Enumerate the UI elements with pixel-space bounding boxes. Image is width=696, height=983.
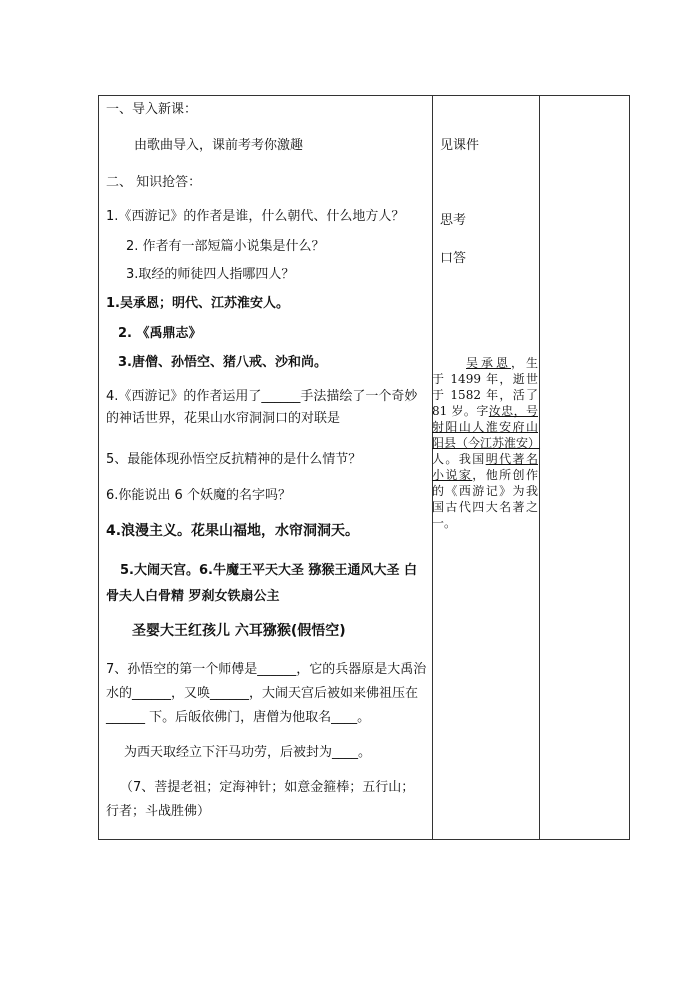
answer-paragraph: 5.大闹天宫。6.牛魔王平天大圣 猕猴王通风大圣 白骨夫人白骨精 罗刹女铁扇公主: [106, 563, 418, 604]
section-heading: 一、导入新课：: [106, 102, 198, 117]
author-note-text: 人。我国: [432, 452, 486, 466]
question-line: 2. 作者有一部短篇小说集是什么？: [126, 239, 325, 254]
author-note: [432, 355, 541, 531]
answer-paragraph: （7、菩提老祖；定海神针；如意金箍棒；五行山；行者；斗战胜佛）: [106, 780, 415, 819]
answer-line: 3.唐僧、孙悟空、猪八戒、沙和尚。: [118, 355, 327, 370]
method-note: 思考: [440, 213, 467, 228]
question-line: 为西天取经立下汗马功劳，后被封为____。: [124, 745, 372, 760]
answer-line: 4.浪漫主义。花果山福地，水帘洞洞天。: [106, 523, 360, 539]
question-line: 3.取经的师徒四人指哪四人？: [126, 267, 295, 282]
answer-line: 2. 《禹鼎志》: [118, 326, 202, 341]
answer-line: 1.吴承恩；明代、江苏淮安人。: [106, 296, 289, 311]
question-line: 1.《西游记》的作者是谁，什么朝代、什么地方人？: [106, 209, 405, 224]
author-note-text: 汝忠，号射阳山人淮安府山阳县（今江苏淮安）: [432, 404, 541, 450]
author-note-text: 明代著名小说家: [432, 452, 538, 482]
answer-line: 圣婴大王红孩儿 六耳猕猴(假悟空): [132, 623, 346, 639]
method-note: 见课件: [440, 138, 480, 153]
column-divider: [539, 96, 540, 839]
question-paragraph: 7、孙悟空的第一个师傅是______，它的兵器原是大禹治水的______，又唤______，大闹天宫后被如来佛祖压在______ 下。后皈依佛门，唐僧为他取名____。: [106, 662, 427, 725]
author-name: 吴承恩: [466, 356, 511, 370]
question-line: 6.你能说出 6 个妖魔的名字吗？: [106, 488, 291, 503]
method-note: 口答: [440, 251, 467, 266]
section-heading: 二、 知识抢答：: [106, 175, 202, 190]
text-line: 由歌曲导入，课前考考你激趣: [134, 138, 304, 153]
author-note-text: ，生于 1499 年，逝世于 1582 年，活了 81 岁。字: [432, 356, 538, 418]
question-line: 5、最能体现孙悟空反抗精神的是什么情节？: [106, 452, 362, 467]
author-note-text: ，他所创作的《西游记》为我国古代四大名著之一。: [432, 468, 538, 530]
question-paragraph: 4.《西游记》的作者运用了______手法描绘了一个奇妙的神话世界，花果山水帘洞洞口的对联是: [106, 389, 418, 426]
